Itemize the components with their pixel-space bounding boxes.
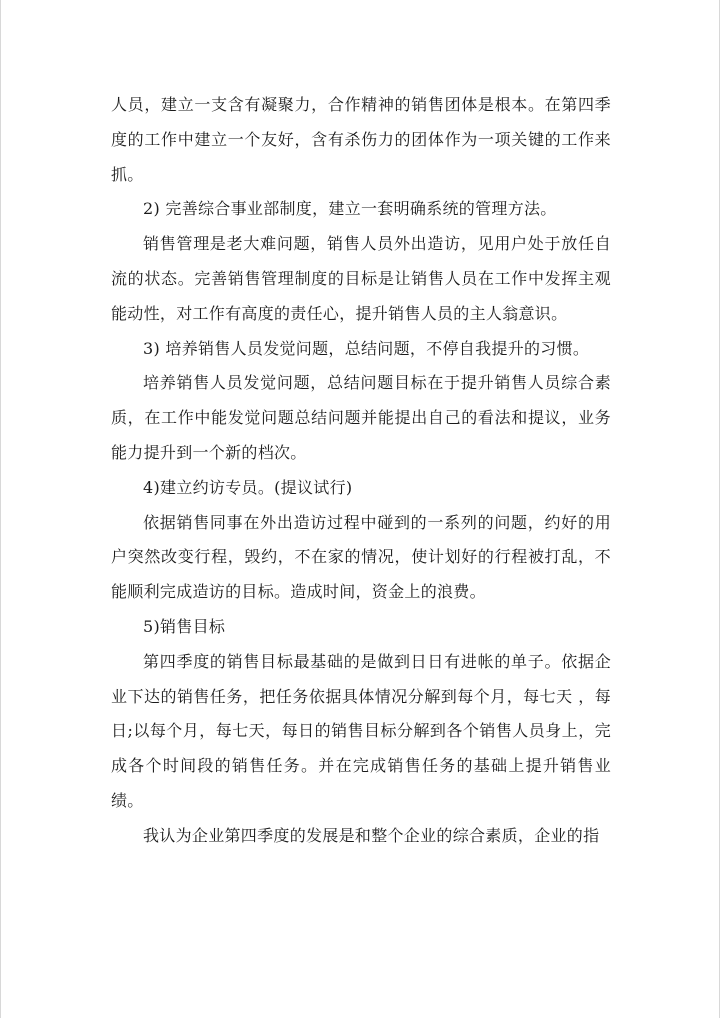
paragraph-team-building: 人员，建立一支含有凝聚力，合作精神的销售团体是根本。在第四季度的工作中建立一个友好，含有杀伤力的团体作为一项关键的工作来抓。 [111,95,611,184]
paragraph-sales-management: 销售管理是老大难问题，销售人员外出造访，见用户处于放任自流的状态。完善销售管理制度的目标是让销售人员在工作中发挥主观能动性，对工作有高度的责任心，提升销售人员的主人翁意识。 [111,234,611,323]
document-body [111,88,611,854]
paragraph-sales-target: 第四季度的销售目标最基础的是做到日日有进帐的单子。依据企业下达的销售任务，把任务依据具体情况分解到每个月，每七天 ，每日;以每个月，每七天，每日的销售目标分解到各个销售人员身上，完成各个时间段的销售任务。并在完成销售任务的基础上提升销售业绩。 [111,651,611,810]
heading-management-system: 2) 完善综合事业部制度，建立一套明确系统的管理方法。 [143,199,557,219]
heading-appointment-specialist: 4)建立约访专员。(提议试行) [143,477,353,497]
heading-sales-target: 5)销售目标 [143,616,226,636]
heading-problem-finding: 3) 培养销售人员发觉问题，总结问题，不停自我提升的习惯。 [143,338,590,358]
paragraph-company-development: 我认为企业第四季度的发展是和整个企业的综合素质，企业的指 [143,825,600,845]
paragraph-appointment-specialist: 依据销售同事在外出造访过程中碰到的一系列的问题，约好的用户突然改变行程，毁约，不在家的情况，使计划好的行程被打乱，不能顺利完成造访的目标。造成时间，资金上的浪费。 [111,512,611,602]
paragraph-problem-finding: 培养销售人员发觉问题，总结问题目标在于提升销售人员综合素质，在工作中能发觉问题总结问题并能提出自己的看法和提议，业务能力提升到一个新的档次。 [111,373,611,462]
